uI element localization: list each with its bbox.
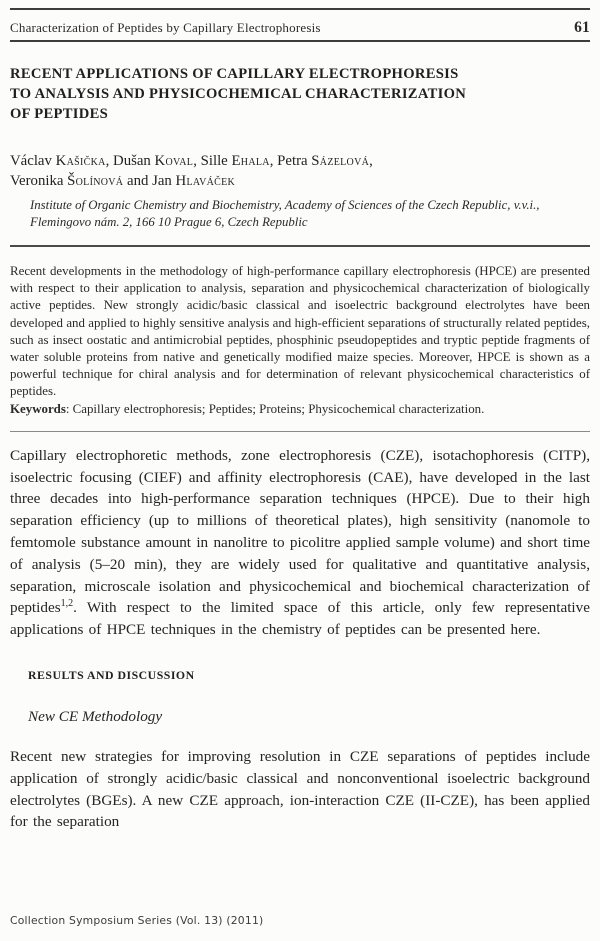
- author-family: Sázelová: [311, 153, 370, 169]
- author-family: Hlaváček: [175, 173, 236, 189]
- abstract-top-rule: [10, 245, 590, 247]
- subsection-heading-methodology: New CE Methodology: [28, 708, 163, 725]
- body-paragraph-2: Recent new strategies for improving resolution in CZE separations of peptides include application of strongly acidic/basic classical and nonconventional isoelectric background electrolytes (BGEs). A new CZE approach, ion-interaction CZE (II-CZE), has been applied for the separation: [10, 748, 590, 831]
- keywords-line: [10, 401, 590, 418]
- paragraph-text: . With respect to the limited space of this article, only few representative applications of HPCE techniques in the chemistry of peptides can be presented here.: [10, 599, 590, 639]
- abstract-bottom-rule: [10, 431, 590, 432]
- citation-superscript: 1,2: [60, 598, 74, 610]
- author-separator: ,: [369, 153, 373, 169]
- body-paragraph-1: [10, 445, 590, 641]
- article-title: [10, 64, 590, 124]
- author-list: [10, 151, 590, 191]
- article-title-line: TO ANALYSIS AND PHYSICOCHEMICAL CHARACTERIZATION: [10, 86, 467, 102]
- author-family: Šolínová: [67, 173, 124, 189]
- running-head: [10, 19, 590, 37]
- author-family: Koval: [154, 153, 194, 169]
- running-head-rule: [10, 40, 590, 42]
- keywords-text: : Capillary electrophoresis; Peptides; Proteins; Physicochemical characterization.: [65, 401, 485, 416]
- article-title-line: OF PEPTIDES: [10, 106, 109, 122]
- footer-imprint: Collection Symposium Series (Vol. 13) (2011): [10, 914, 264, 927]
- page-number: 61: [574, 19, 590, 36]
- author-given: Veronika: [10, 173, 68, 189]
- author-family: Ehala: [231, 153, 270, 169]
- author-line-1: [10, 151, 590, 171]
- article-title-line: RECENT APPLICATIONS OF CAPILLARY ELECTROPHORESIS: [10, 66, 459, 82]
- affiliation: Institute of Organic Chemistry and Biochemistry, Academy of Sciences of the Czech Republic, v.v.i., Flemingovo nám. 2, 166 10 Prague 6, Czech Republic: [30, 198, 540, 229]
- paragraph-text: Capillary electrophoretic methods, zone electrophoresis (CZE), isotachophoresis (CITP), isoelectric focusing (CIEF) and affinity electrophoresis (CAE), have developed in the last three decades into high-performance separation techniques (HPCE). Due to their high separation efficiency (up to millions of theoretical plates), high sensitivity (nanomole to femtomole substance amount in nanolitre to picolitre applied sample volume) and short time of analysis (5–20 min), they are widely used for qualitative and quantitative analysis, separation, microscale isolation and physicochemical and biochemical characterization of peptides: [10, 446, 590, 617]
- author-separator: , Dušan: [105, 153, 155, 169]
- author-separator: , Petra: [269, 153, 312, 169]
- running-title: Characterization of Peptides by Capillary Electrophoresis: [10, 20, 321, 35]
- author-given: Václav: [10, 153, 56, 169]
- top-rule: [10, 8, 590, 10]
- author-family: Kašička: [55, 153, 106, 169]
- author-line-2: [10, 171, 590, 191]
- author-separator: , Sille: [193, 153, 232, 169]
- keywords-label: Keywords: [10, 401, 66, 416]
- section-heading-results: RESULTS AND DISCUSSION: [28, 668, 195, 682]
- abstract-text: Recent developments in the methodology of high-performance capillary electrophoresis (HPCE) are presented with respect to their application to analysis, separation and physicochemical characterization of biologically active peptides. New strongly acidic/basic classical and isoelectric background electrolytes have been developed and applied to highly sensitive analysis and high-efficient separations of structurally related peptides, such as insect oostatic and antimicrobial peptides, phosphinic pseudopeptides and tryptic peptide fragments of water soluble proteins from native and genetically modified maize species. Moreover, HPCE is shown as a powerful technique for chiral analysis and for determination of relevant physicochemical characteristics of peptides.: [10, 264, 590, 399]
- author-separator: and Jan: [123, 173, 176, 189]
